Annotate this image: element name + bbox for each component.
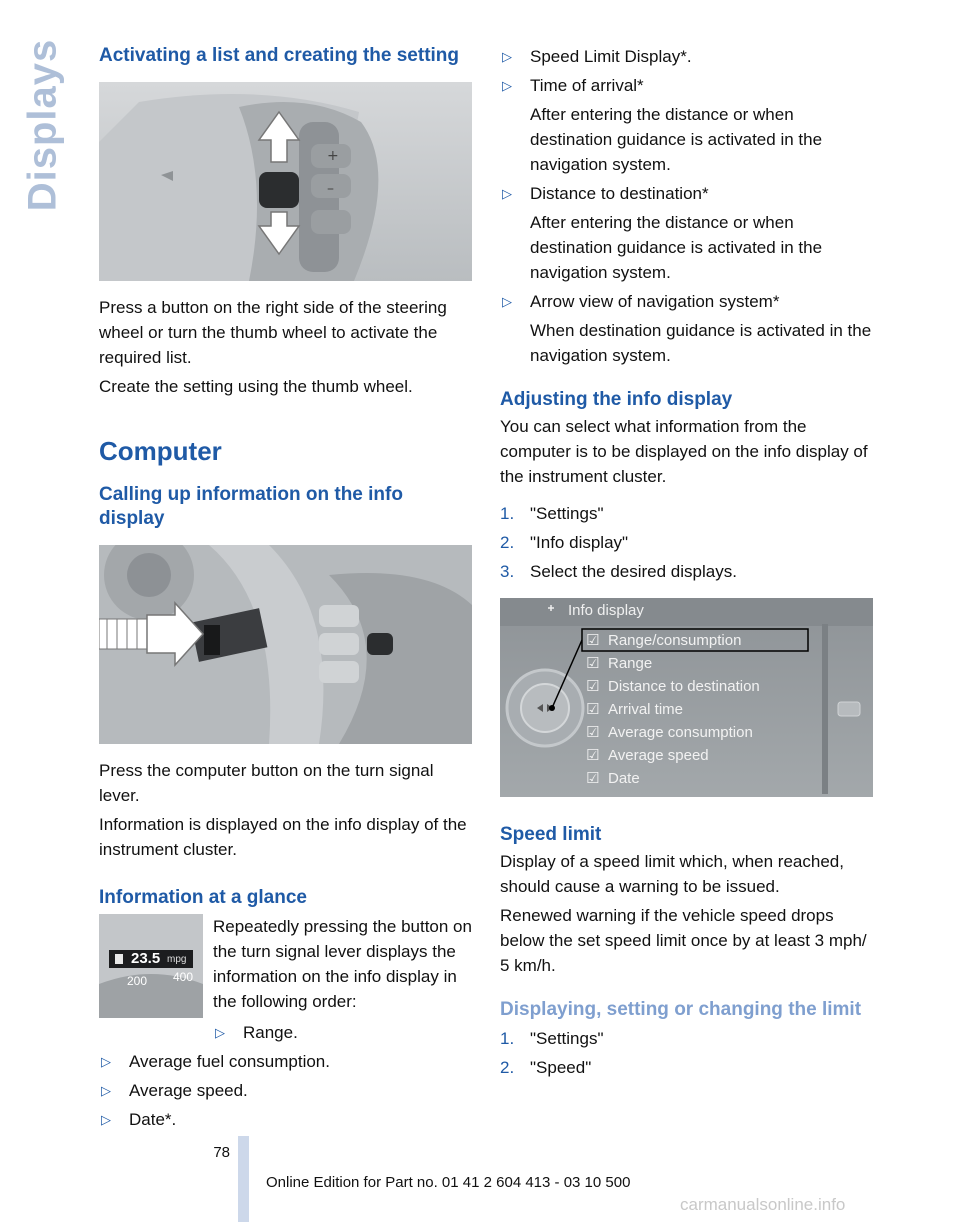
bullet-triangle-icon: ▷ — [101, 1054, 111, 1069]
bullet-triangle-icon: ▷ — [101, 1112, 111, 1127]
item-distance-destination-note: After entering the distance or when destination guidance is activated in the navigation system. — [530, 213, 823, 282]
bullet-triangle-icon: ▷ — [215, 1025, 225, 1040]
thumb-tick-400: 400 — [173, 970, 194, 984]
checkbox-checked-icon: ☑ — [586, 701, 600, 718]
checkbox-checked-icon: ☑ — [586, 770, 600, 787]
para-speed-1: Display of a speed limit which, when reached, should cause a warning to be issued. — [500, 852, 844, 896]
screen-title: Info display — [568, 602, 644, 619]
step-number: 2. — [500, 1058, 515, 1077]
screen-option-label: Arrival time — [608, 701, 684, 718]
step-item — [500, 501, 874, 526]
screen-option-label: Range/consumption — [608, 632, 742, 649]
left-column — [99, 44, 472, 1136]
thumb-unit: mpg — [167, 954, 187, 965]
item-distance-destination: Distance to destination* — [530, 184, 709, 203]
step-text: "Info display" — [530, 533, 629, 552]
section-side-title-text: Displays — [20, 38, 65, 212]
bullet-triangle-icon: ▷ — [101, 1083, 111, 1098]
footer-accent-bar — [238, 1136, 249, 1222]
heading-displaying-limit: Displaying, setting or changing the limit — [500, 999, 862, 1020]
list-item — [500, 44, 874, 69]
screen-option-label: Distance to destination — [608, 678, 760, 695]
step-text: "Settings" — [530, 504, 604, 523]
section-side-title — [18, 40, 68, 210]
bullet-triangle-icon: ▷ — [502, 186, 512, 201]
thumb-tick-200: 200 — [127, 974, 148, 988]
heading-calling-up-info: Calling up information on the info display — [99, 484, 403, 529]
step-number: 2. — [500, 533, 515, 552]
checkbox-checked-icon: ☑ — [586, 747, 600, 764]
para-calling-1: Press the computer button on the turn signal lever. — [99, 761, 434, 805]
checkbox-checked-icon: ☑ — [586, 724, 600, 741]
svg-text:+: + — [327, 148, 339, 164]
para-calling-2: Information is displayed on the info display of the instrument cluster. — [99, 815, 467, 859]
list-item — [500, 181, 874, 285]
step-text: "Settings" — [530, 1029, 604, 1048]
screen-option-row — [586, 629, 760, 652]
page-number: 78 — [213, 1144, 230, 1161]
para-speed-2: Renewed warning if the vehicle speed drops below the set speed limit once by at least 3 mph/ 5 km/h. — [500, 906, 867, 975]
info-display-screen — [500, 598, 873, 797]
glance-item-fuel: Average fuel consumption. — [129, 1052, 330, 1071]
list-item — [99, 1049, 472, 1074]
bullet-triangle-icon: ▷ — [502, 78, 512, 93]
screen-option-label: Date — [608, 770, 640, 787]
list-item — [213, 1020, 472, 1045]
screen-option-row — [586, 767, 760, 790]
screen-option-row — [586, 675, 760, 698]
checkbox-checked-icon: ☑ — [586, 678, 600, 695]
step-number: 1. — [500, 1029, 515, 1048]
item-time-of-arrival-note: After entering the distance or when destination guidance is activated in the navigation system. — [530, 105, 823, 174]
heading-speed-limit: Speed limit — [500, 824, 602, 845]
para-activate-1: Press a button on the right side of the steering wheel or turn the thumb wheel to activate the required list. — [99, 298, 447, 367]
turn-signal-lever-photo — [99, 545, 472, 744]
bullet-triangle-icon: ▷ — [502, 294, 512, 309]
screen-option-label: Average consumption — [608, 724, 753, 741]
heading-computer: Computer — [99, 436, 222, 466]
step-number: 1. — [500, 504, 515, 523]
screen-options — [586, 629, 760, 790]
step-item — [500, 1055, 874, 1080]
glance-item-date: Date*. — [129, 1110, 177, 1129]
step-text: Select the desired displays. — [530, 562, 737, 581]
screen-option-row — [586, 652, 760, 675]
edition-note: Online Edition for Part no. 01 41 2 604 413 - 03 10 500 — [266, 1174, 631, 1191]
glance-block — [99, 914, 472, 1045]
item-arrow-view-note: When destination guidance is activated in the navigation system. — [530, 321, 872, 365]
screen-option-row — [586, 744, 760, 767]
list-item — [500, 289, 874, 368]
step-text: "Speed" — [530, 1058, 592, 1077]
item-time-of-arrival: Time of arrival* — [530, 76, 644, 95]
checkbox-checked-icon: ☑ — [586, 655, 600, 672]
thumb-value: 23.5 — [131, 950, 161, 967]
bullet-triangle-icon: ▷ — [502, 49, 512, 64]
step-item — [500, 530, 874, 555]
heading-adjusting-info-display: Adjusting the info display — [500, 389, 733, 410]
watermark: carmanualsonline.info — [680, 1195, 846, 1214]
steering-wheel-right-photo — [99, 82, 472, 281]
step-item — [500, 1026, 874, 1051]
step-item — [500, 559, 874, 584]
screen-option-row — [586, 721, 760, 744]
glance-item-range: Range. — [243, 1023, 298, 1042]
item-speed-limit-display: Speed Limit Display*. — [530, 47, 692, 66]
screen-option-label: Range — [608, 655, 653, 672]
glance-item-speed: Average speed. — [129, 1081, 248, 1100]
screen-option-label: Average speed — [608, 747, 709, 764]
instrument-cluster-thumbnail — [99, 914, 203, 1018]
list-item — [99, 1078, 472, 1103]
para-adjust: You can select what information from the computer is to be displayed on the info display of the instrument cluster. — [500, 417, 868, 486]
list-item — [500, 73, 874, 177]
heading-information-glance: Information at a glance — [99, 887, 307, 908]
list-item — [99, 1107, 472, 1132]
para-activate-2: Create the setting using the thumb wheel. — [99, 377, 413, 396]
step-number: 3. — [500, 562, 515, 581]
checkbox-checked-icon: ☑ — [586, 632, 600, 649]
para-glance: Repeatedly pressing the button on the turn signal lever displays the information on the info display in the following order: — [213, 917, 472, 1011]
heading-activating-list: Activating a list and creating the setting — [99, 45, 460, 66]
screen-option-row — [586, 698, 760, 721]
item-arrow-view: Arrow view of navigation system* — [530, 292, 780, 311]
right-column — [500, 44, 874, 1084]
svg-text:–: – — [327, 181, 334, 197]
